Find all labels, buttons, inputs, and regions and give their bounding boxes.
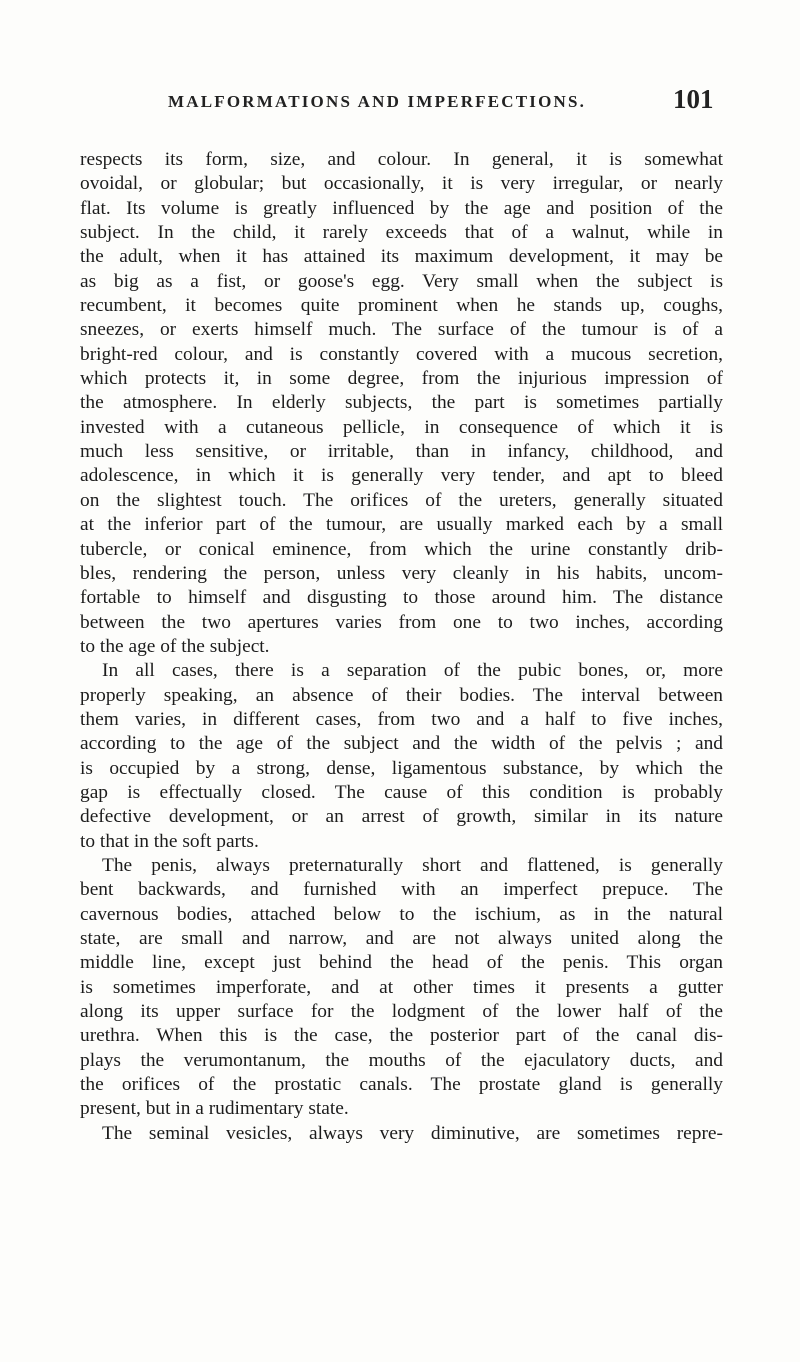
text-line: tubercle, or conical eminence, from which the urine constantly drib- — [80, 538, 723, 560]
text-line: is occupied by a strong, dense, ligamentous substance, by which the — [80, 757, 723, 779]
text-line: bles, rendering the person, unless very cleanly in his habits, uncom- — [80, 562, 723, 584]
text-line: between the two apertures varies from one to two inches, according — [80, 611, 723, 633]
text-line: middle line, except just behind the head of the penis. This organ — [80, 952, 723, 974]
text-line: ovoidal, or globular; but occasionally, it is very irregular, or nearly — [80, 173, 723, 195]
text-line: subject. In the child, it rarely exceeds that of a walnut, while in — [80, 222, 723, 244]
text-line: on the slightest touch. The orifices of the ureters, generally situated — [80, 489, 723, 511]
text-line: to the age of the subject. — [80, 635, 270, 657]
text-line: plays the verumontanum, the mouths of the ejaculatory ducts, and — [80, 1049, 723, 1071]
text-line: gap is effectually closed. The cause of this condition is probably — [80, 781, 723, 803]
text-line: properly speaking, an absence of their bodies. The interval between — [80, 684, 723, 706]
text-line: bright-red colour, and is constantly covered with a mucous secretion, — [80, 343, 723, 365]
text-line: invested with a cutaneous pellicle, in consequence of which it is — [80, 416, 723, 438]
text-line: much less sensitive, or irritable, than in infancy, childhood, and — [80, 441, 723, 463]
running-title: MALFORMATIONS AND IMPERFECTIONS. — [168, 92, 587, 111]
text-line: along its upper surface for the lodgment of the lower half of the — [80, 1001, 723, 1023]
text-line: is sometimes imperforate, and at other times it presents a gutter — [80, 976, 723, 998]
text-line: which protects it, in some degree, from the injurious impression of — [80, 368, 723, 390]
text-line: at the inferior part of the tumour, are usually marked each by a small — [80, 514, 723, 536]
text-line: cavernous bodies, attached below to the ischium, as in the natural — [80, 903, 723, 925]
page-number: 101 — [673, 84, 714, 114]
text-line: respects its form, size, and colour. In general, it is somewhat — [80, 149, 723, 170]
text-line: adolescence, in which it is generally very tender, and apt to bleed — [80, 465, 723, 487]
text-line: sneezes, or exerts himself much. The surface of the tumour is of a — [80, 319, 723, 341]
text-line: recumbent, it becomes quite prominent when he stands up, coughs, — [80, 295, 723, 317]
body-text — [80, 148, 723, 1146]
text-line: defective development, or an arrest of growth, similar in its nature — [80, 806, 723, 828]
text-line: according to the age of the subject and the width of the pelvis ; and — [80, 733, 723, 755]
text-line: as big as a fist, or goose's egg. Very small when the subject is — [80, 270, 723, 292]
text-line: The penis, always preternaturally short and flattened, is generally — [102, 854, 723, 876]
text-line: present, but in a rudimentary state. — [80, 1098, 349, 1120]
text-line: the atmosphere. In elderly subjects, the part is sometimes partially — [80, 392, 723, 414]
text-line: the adult, when it has attained its maximum development, it may be — [80, 246, 723, 268]
text-line: the orifices of the prostatic canals. The prostate gland is generally — [80, 1074, 723, 1096]
text-line: urethra. When this is the case, the posterior part of the canal dis- — [80, 1025, 723, 1047]
text-line: state, are small and narrow, and are not always united along the — [80, 928, 723, 949]
text-line: fortable to himself and disgusting to those around him. The distance — [80, 587, 723, 609]
text-line: them varies, in different cases, from two and a half to five inches, — [80, 708, 723, 730]
text-line: The seminal vesicles, always very diminutive, are sometimes repre- — [102, 1122, 723, 1144]
text-line: to that in the soft parts. — [80, 830, 259, 852]
text-line: In all cases, there is a separation of the pubic bones, or, more — [102, 660, 723, 682]
text-line: bent backwards, and furnished with an imperfect prepuce. The — [80, 879, 723, 901]
text-line: flat. Its volume is greatly influenced by the age and position of the — [80, 197, 723, 219]
